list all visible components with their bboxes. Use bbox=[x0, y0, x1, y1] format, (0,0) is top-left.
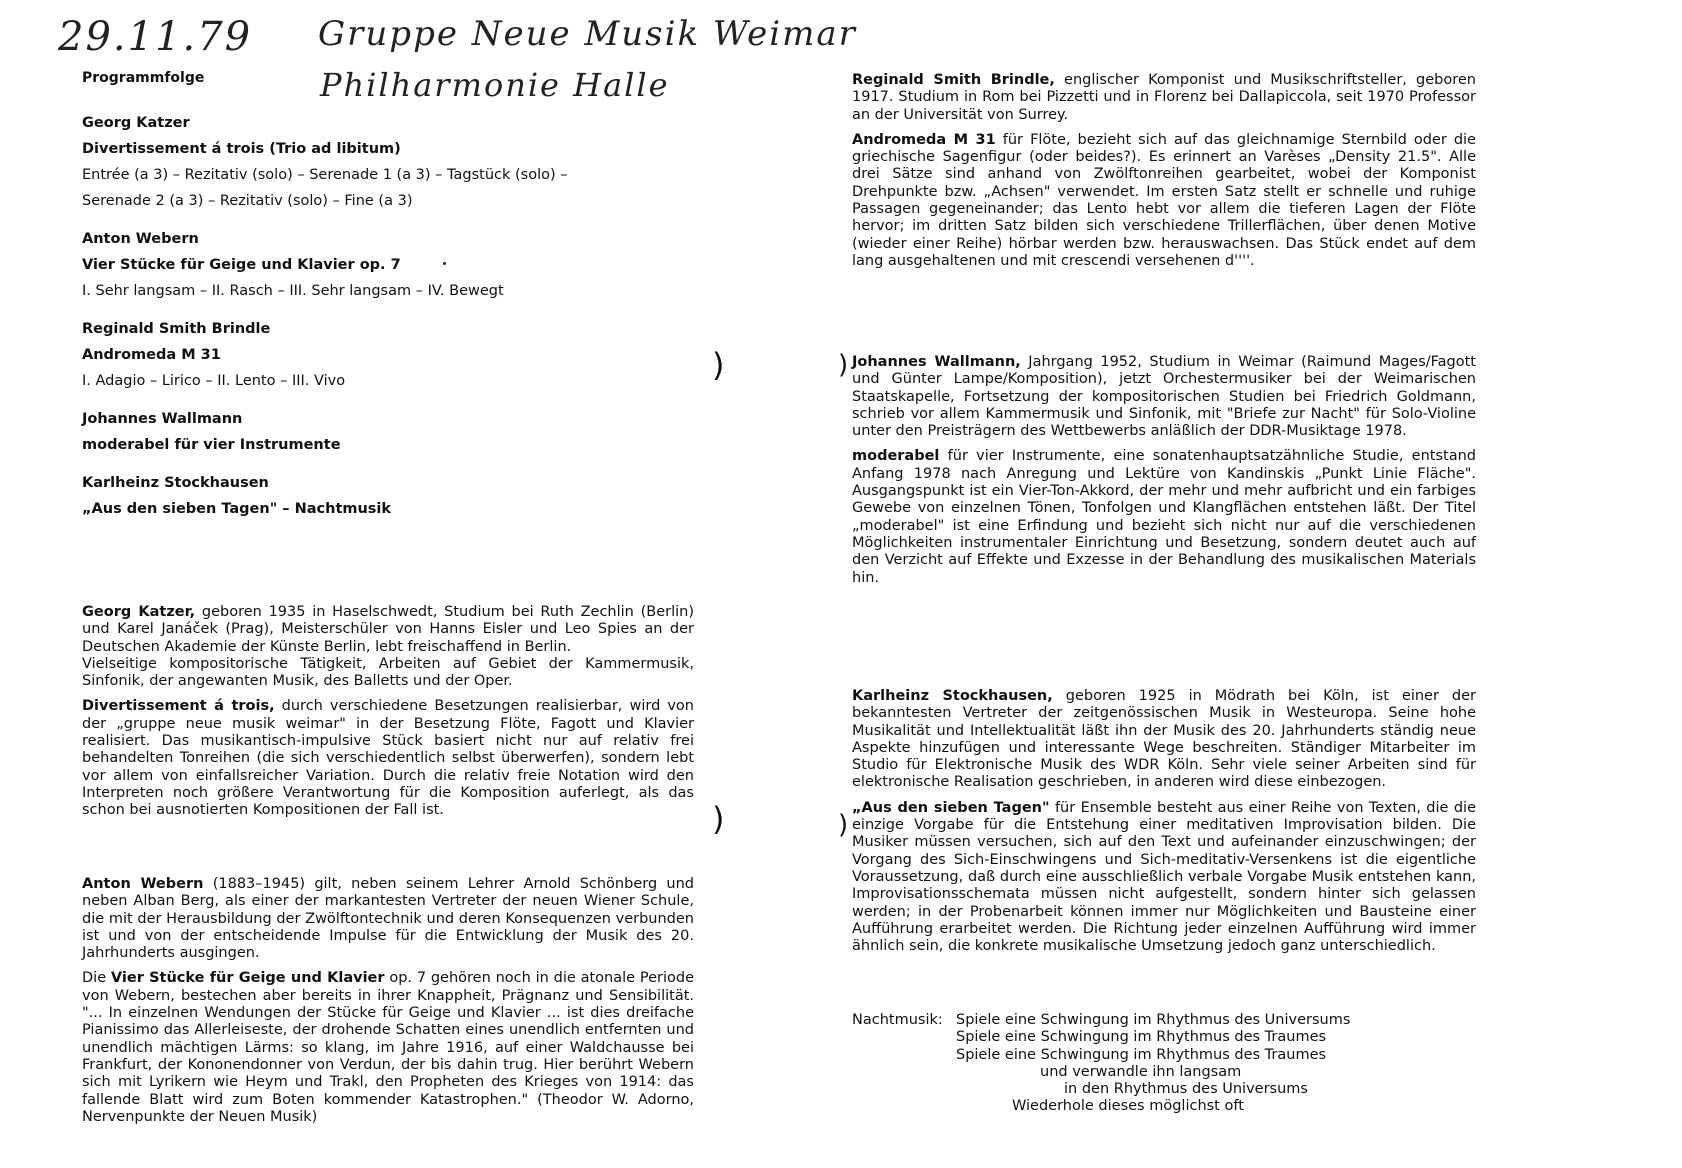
pencil-bracket-mark: ) bbox=[712, 346, 725, 384]
program-item bbox=[82, 470, 694, 522]
ink-dot bbox=[443, 262, 446, 265]
webern-work-description: Die Vier Stücke für Geige und Klavier op. 7 gehören noch in die atonale Periode von Webern, bestechen aber bereits in ihrer Knappheit, Prägnanz und Sensibilität. "... In einzelnen Wendungen der Stücke für Geige und Klavier ... ist dies dreifache Pianissimo das Allerleiseste, der drohende Schatten eines unendlich entfernten und unendlich mächtigen Lärms: so klang, im Jahre 1916, auf einer Waldchausse bei Frankfurt, der Kononendonner von Verdun, der bis dahin trug. Hier berührt Webern sich mit Lyrikern wie Heym und Trakl, den Propheten des Krieges von 1914: das fallende Blatt wird zum Boten kommender Katastrophen." (Theodor W. Adorno, Nervenpunkte der Neuen Musik) bbox=[82, 970, 694, 1125]
katzer-bio: Georg Katzer, geboren 1935 in Haselschwedt, Studium bei Ruth Zechlin (Berlin) und Karel Janáček (Prag), Meisterschüler von Hanns Eisler und Leo Spies an der Deutschen Akademie der Künste Berlin, lebt freischaffend in Berlin. bbox=[82, 604, 694, 655]
handwritten-group-name: Gruppe Neue Musik Weimar bbox=[318, 14, 857, 54]
program-item bbox=[82, 110, 694, 214]
stockhausen-work-description: „Aus den sieben Tagen" für Ensemble besteht aus einer Reihe von Texten, die die einzige Vorgabe für die Entstehung einer meditativen Improvisation bilden. Die Musiker müssen versuchen, sich auf den Text und aufeinander einzuschwingen; der Vorgang des Sich-Einschwingens und Sich-meditativ-Versenkens ist die eigentliche Voraussetzung, daß durch eine ausschließlich verbale Vorgabe Musik entstehen kann, Improvisationsschemata müssen nicht aufgestellt, sondern hinter sich gelassen werden; in der Probenarbeit können immer nur Möglichkeiten und Bausteine einer Aufführung erarbeitet werden. Die Richtung jeder einzelnen Aufführung wird immer ähnlich sein, die konkrete musikalische Umsetzung jedoch ganz unterschiedlich. bbox=[852, 799, 1476, 955]
brindle-work-description: Andromeda M 31 für Flöte, bezieht sich auf das gleichnamige Sternbild oder die griechische Sagenfigur (oder beides?). Es erinnert an Varèses „Density 21.5". Alle drei Sätze sind anhand von Zwölftonreihen gearbeitet, wobei der Komponist Drehpunkte bzw. „Achsen" verwendet. Im ersten Satz stellt er schnelle und ruhige Passagen gegeneinander; das Lento hebt vor allem die tieferen Lagen der Flöte hervor; im dritten Satz bilden sich verschiedene Trillerflächen, über denen Motive (wieder einer Reihe) hörbar werden bzw. herauswachsen. Das Stück endet auf dem lang ausgehaltenen und mit crescendi versehenen d''''. bbox=[852, 131, 1476, 269]
program-composer: Anton Webern bbox=[82, 231, 199, 247]
program-item bbox=[82, 406, 694, 458]
pencil-bracket-mark: ) bbox=[712, 800, 725, 838]
katzer-section bbox=[82, 604, 694, 820]
webern-section bbox=[82, 876, 694, 1126]
program-composer: Georg Katzer bbox=[82, 115, 190, 131]
wallmann-bio: Johannes Wallmann, Jahrgang 1952, Studium in Weimar (Raimund Mages/Fagott und Günter Lampe/Komposition), jetzt Orchestermusiker bei der Weimarischen Staatskapelle, Fortsetzung der kompositorischen Studien bei Friedrich Goldmann, schrieb vor allem Kammermusik und Sinfonik, mit "Briefe zur Nacht" für Solo-Violine unter den Preisträgern des Wettbewerbs anläßlich der DDR-Musiktage 1978. bbox=[852, 354, 1476, 440]
wallmann-work-description: moderabel für vier Instrumente, eine sonatenhauptsatzähnliche Studie, entstand Anfang 1978 nach Anregung und Lektüre von Kandinskis „Punkt Linie Fläche". Ausgangspunkt ist ein Vier-Ton-Akkord, der mehr und mehr aufbricht und ein farbiges Gewebe von einzelnen Tönen, Tonfolgen und Klangflächen entstehen läßt. Der Titel „moderabel" ist eine Erfindung und bezieht sich nicht nur auf die verschiedenen Möglichkeiten instrumentaler Einrichtung und Besetzung, sondern deutet auch auf den Verzicht auf Effekte und Exzesse in der Behandlung des musikalischen Materials hin. bbox=[852, 448, 1476, 586]
nachtmusik-line: Spiele eine Schwingung im Rhythmus des Traumes bbox=[956, 1029, 1327, 1046]
program-movements: Entrée (a 3) – Rezitativ (solo) – Serenade 1 (a 3) – Tagstück (solo) – bbox=[82, 167, 568, 183]
program-composer: Reginald Smith Brindle bbox=[82, 321, 271, 337]
program-movements: Serenade 2 (a 3) – Rezitativ (solo) – Fine (a 3) bbox=[82, 193, 413, 209]
program-composer: Johannes Wallmann bbox=[82, 411, 243, 427]
program-work-title: Andromeda M 31 bbox=[82, 347, 221, 363]
stockhausen-bio: Karlheinz Stockhausen, geboren 1925 in Mödrath bei Köln, ist einer der bekanntesten Vertreter der zeitgenössischen Musik in Westeuropa. Seine hohe Musikalität und Intellektualität läßt ihn der Musik des 20. Jahrhunderts ständig neue Aspekte hinzufügen und interessante Wege beschreiten. Ständiger Mitarbeiter im Studio für Elektronische Musik des WDR Köln. Sehr viele seiner Arbeiten sind für elektronische Realisation geschrieben, in anderen wird diese einbezogen. bbox=[852, 688, 1476, 791]
program-movements: I. Adagio – Lirico – II. Lento – III. Vivo bbox=[82, 373, 346, 389]
nachtmusik-line: Spiele eine Schwingung im Rhythmus des Traumes bbox=[956, 1046, 1327, 1063]
wallmann-section bbox=[852, 354, 1476, 587]
handwritten-venue: Philharmonie Halle bbox=[320, 66, 670, 104]
program-work-title: moderabel für vier Instrumente bbox=[82, 437, 341, 453]
program-items bbox=[82, 110, 694, 522]
program-work-title: Divertissement á trois (Trio ad libitum) bbox=[82, 141, 401, 157]
katzer-bio-2: Vielseitige kompositorische Tätigkeit, Arbeiten auf Gebiet der Kammermusik, Sinfonik, der angewanten Musik, des Balletts und der Oper. bbox=[82, 655, 694, 690]
program-work-title: „Aus den sieben Tagen" – Nachtmusik bbox=[82, 501, 392, 517]
pencil-bracket-mark: ) bbox=[838, 810, 849, 840]
nachtmusik-line: in den Rhythmus des Universums bbox=[1064, 1081, 1308, 1098]
pencil-bracket-mark: ) bbox=[838, 350, 849, 380]
katzer-work-description: Divertissement á trois, durch verschiedene Besetzungen realisierbar, wird von der „gruppe neue musik weimar" in der Besetzung Flöte, Fagott und Klavier realisiert. Das musikantisch-impulsive Stück basiert nicht nur auf relativ frei behandelten Tonreihen (die sich verschiedentlich selbst überwerfen), sondern lebt vor allem von einfallsreicher Variation. Durch die relativ freie Notation wird den Interpreten noch größere Verantwortung für die Komposition auferlegt, als das schon bei ausnotierten Kompositionen der Fall ist. bbox=[82, 698, 694, 819]
program-item bbox=[82, 316, 694, 394]
brindle-bio: Reginald Smith Brindle, englischer Komponist und Musikschriftsteller, geboren 1917. Studium in Rom bei Pizzetti und in Florenz bei Dallapiccola, seit 1970 Professor an der Universität von Surrey. bbox=[852, 72, 1476, 123]
program-heading: Programmfolge bbox=[82, 70, 205, 86]
program-list bbox=[82, 70, 694, 534]
stockhausen-section bbox=[852, 688, 1476, 955]
program-composer: Karlheinz Stockhausen bbox=[82, 475, 269, 491]
program-movements: I. Sehr langsam – II. Rasch – III. Sehr langsam – IV. Bewegt bbox=[82, 283, 504, 299]
nachtmusik-line: Wiederhole dieses möglichst oft bbox=[1012, 1098, 1244, 1115]
nachtmusik-line: Spiele eine Schwingung im Rhythmus des Universums bbox=[956, 1012, 1351, 1028]
program-work-title: Vier Stücke für Geige und Klavier op. 7 bbox=[82, 257, 401, 273]
nachtmusik-line: und verwandle ihn langsam bbox=[1040, 1063, 1242, 1080]
handwritten-date: 29.11.79 bbox=[58, 14, 253, 60]
nachtmusik-label: Nachtmusik: bbox=[852, 1012, 943, 1028]
webern-bio: Anton Webern (1883–1945) gilt, neben seinem Lehrer Arnold Schönberg und neben Alban Berg, als einer der markantesten Vertreter der neuen Wiener Schule, die mit der Herausbildung der Zwölftontechnik und deren Konsequenzen verbunden ist und von der entscheidende Impulse für die Entwicklung der Musik des 20. Jahrhunderts ausgingen. bbox=[82, 876, 694, 962]
program-item bbox=[82, 226, 694, 304]
brindle-section bbox=[852, 72, 1476, 270]
nachtmusik-text bbox=[852, 1012, 1350, 1116]
